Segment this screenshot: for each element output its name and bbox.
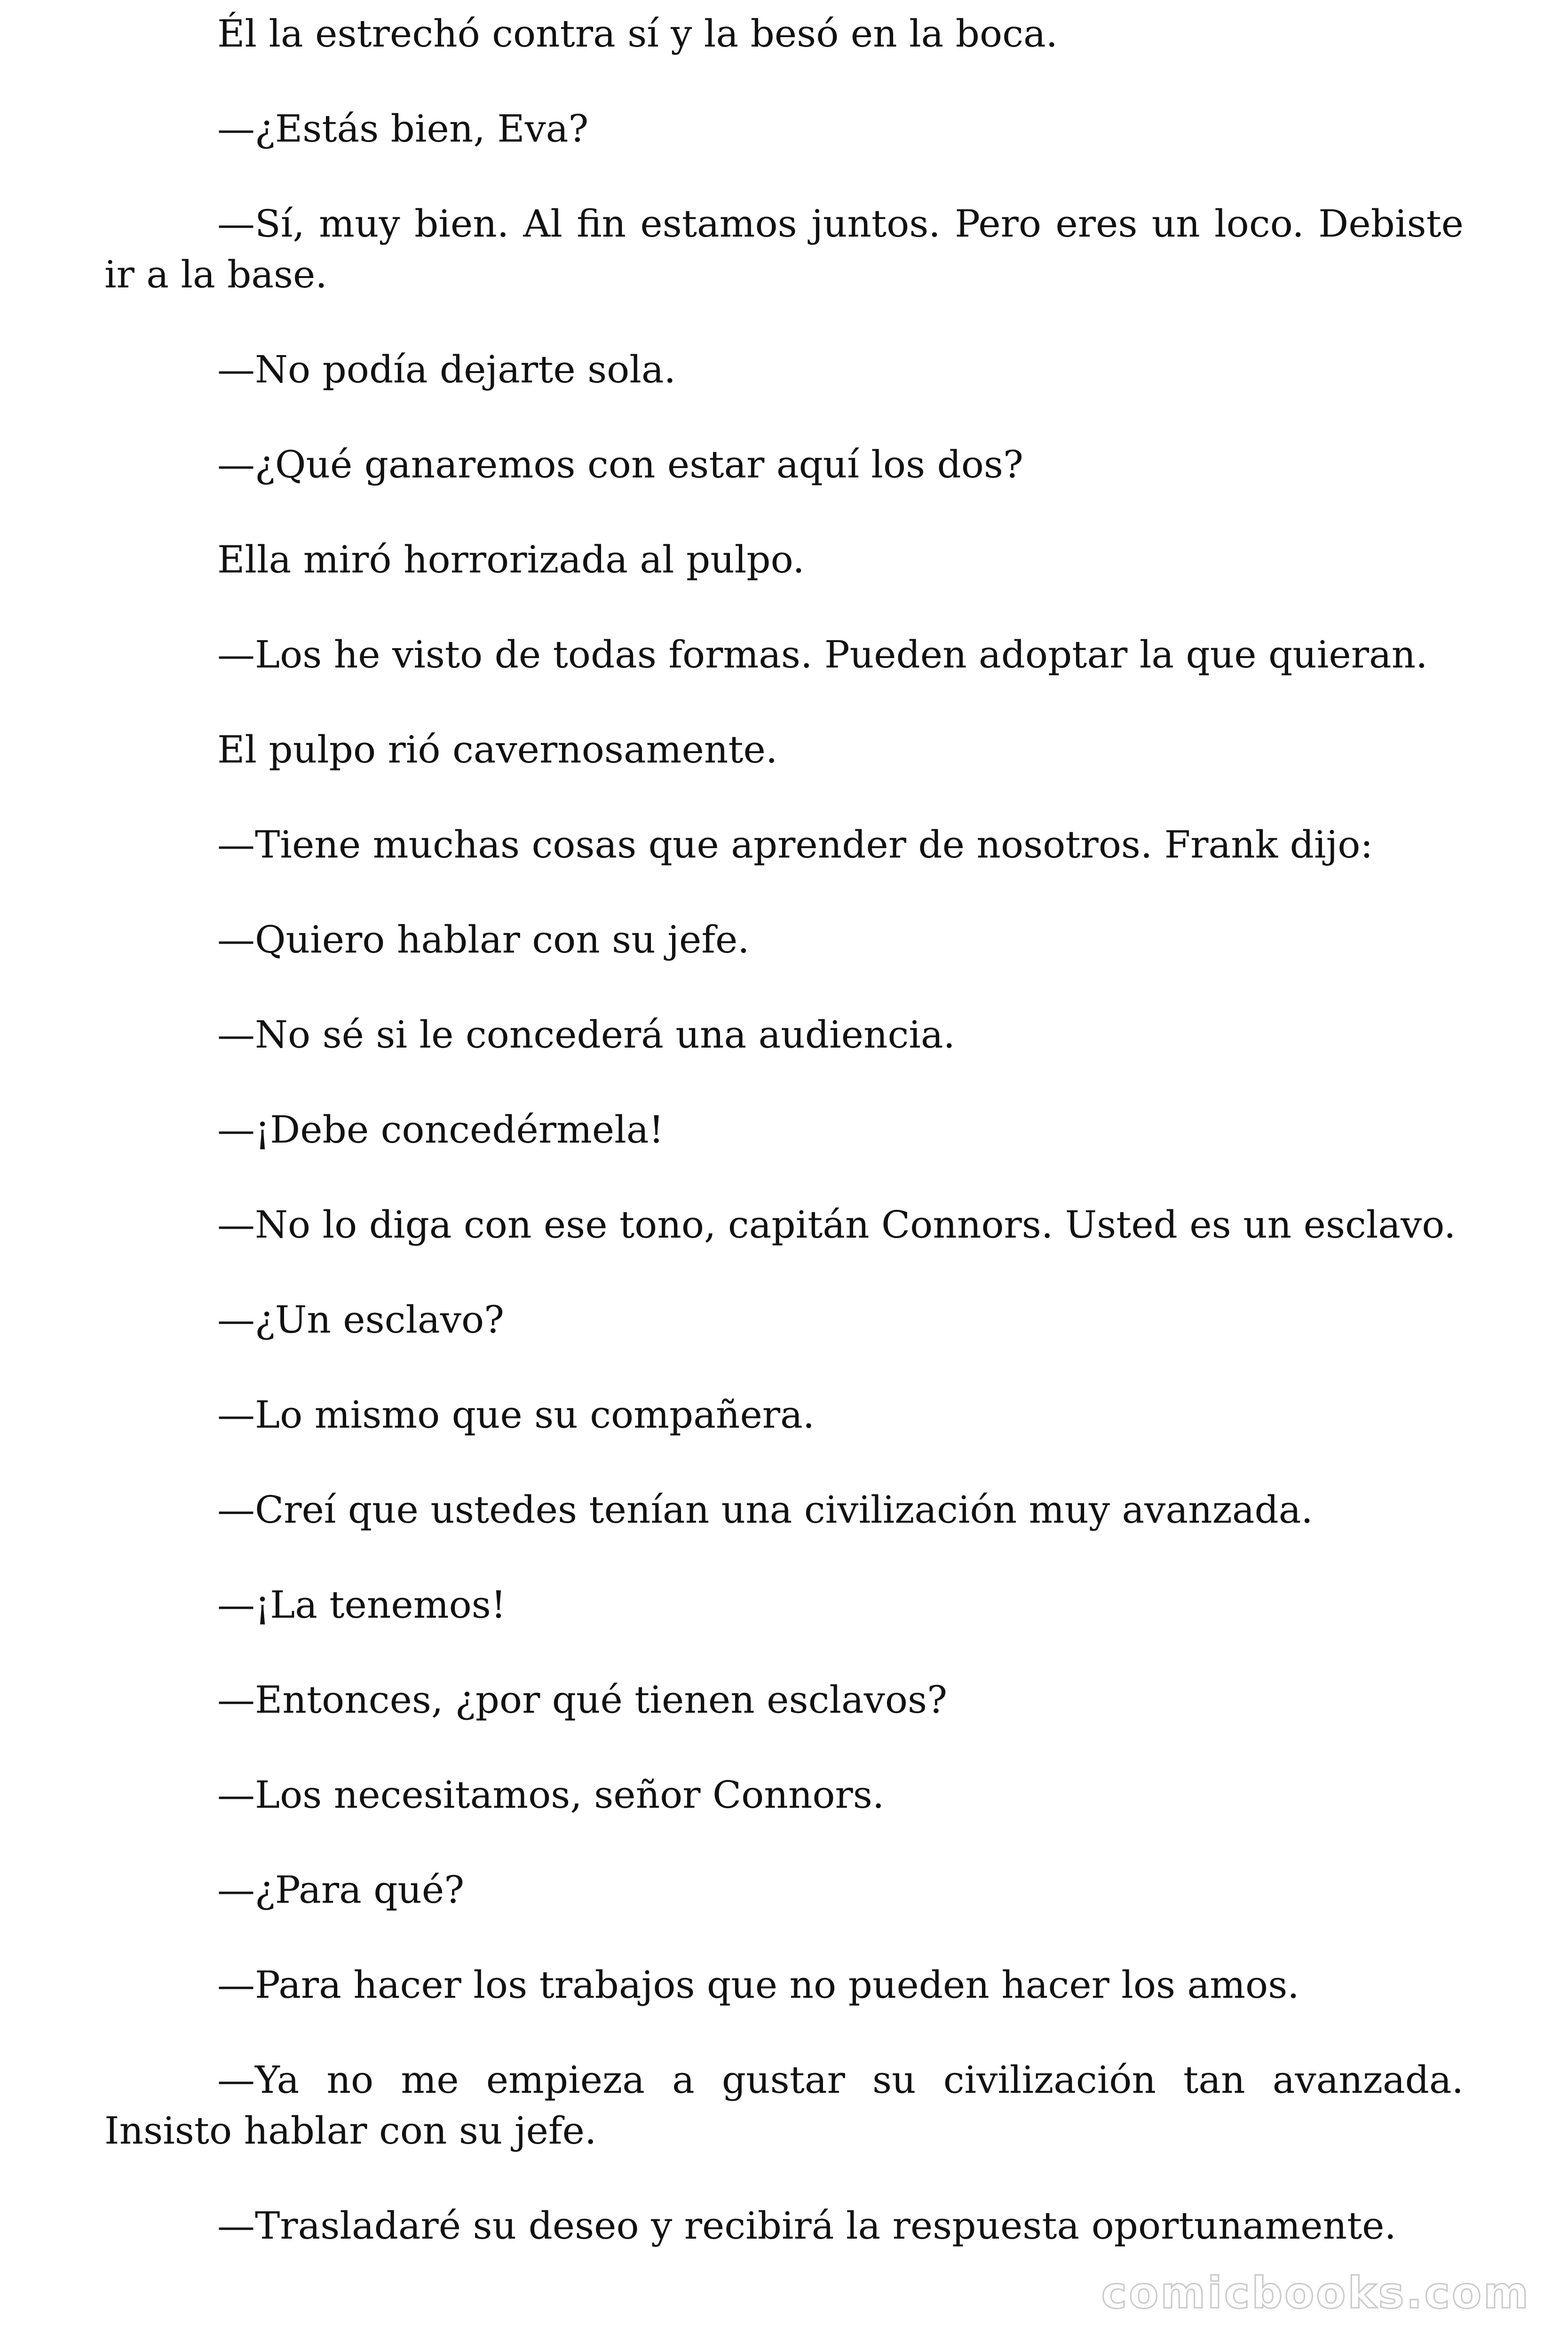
- paragraph: —Creí que ustedes tenían una civilización muy avanzada.: [217, 1488, 1313, 1532]
- paragraph: —¿Para qué?: [217, 1868, 465, 1912]
- paragraph: —No lo diga con ese tono, capitán Connors. Usted es un esclavo.: [217, 1203, 1456, 1247]
- paragraph: —¿Un esclavo?: [217, 1298, 504, 1342]
- paragraph: —¡La tenemos!: [217, 1583, 506, 1627]
- paragraph: —Para hacer los trabajos que no pueden hacer los amos.: [217, 1963, 1299, 2007]
- paragraph: —No podía dejarte sola.: [217, 348, 676, 391]
- paragraph: —Entonces, ¿por qué tienen esclavos?: [217, 1678, 947, 1722]
- paragraph: —Trasladaré su deseo y recibirá la respuesta oportunamente.: [217, 2204, 1396, 2248]
- paragraph: —¿Estás bien, Eva?: [217, 107, 589, 151]
- paragraph: —¿Qué ganaremos con estar aquí los dos?: [217, 443, 1023, 486]
- paragraph: El pulpo rió cavernosamente.: [217, 728, 778, 771]
- paragraph: —Los he visto de todas formas. Pueden adoptar la que quieran.: [217, 633, 1428, 676]
- paragraph: —Quiero hablar con su jefe.: [217, 918, 750, 961]
- paragraph: —Sí, muy bien. Al fin estamos juntos. Pero eres un loco. Debiste ir a la base.: [104, 202, 1464, 296]
- paragraph: —No sé si le concederá una audiencia.: [217, 1013, 955, 1057]
- paragraph: —Lo mismo que su compañera.: [217, 1393, 815, 1437]
- paragraph: —Los necesitamos, señor Connors.: [217, 1773, 885, 1817]
- watermark: comicbooks.com: [1101, 2268, 1530, 2318]
- paragraph: Ella miró horrorizada al pulpo.: [217, 538, 805, 581]
- text-body: [104, 8, 1464, 2296]
- paragraph: —Ya no me empieza a gustar su civilización tan avanzada. Insisto hablar con su jefe.: [104, 2058, 1464, 2153]
- paragraph: —Tiene muchas cosas que aprender de nosotros. Frank dijo:: [217, 823, 1373, 866]
- paragraph: —¡Debe concedérmela!: [217, 1108, 664, 1152]
- paragraph: Él la estrechó contra sí y la besó en la boca.: [217, 12, 1058, 56]
